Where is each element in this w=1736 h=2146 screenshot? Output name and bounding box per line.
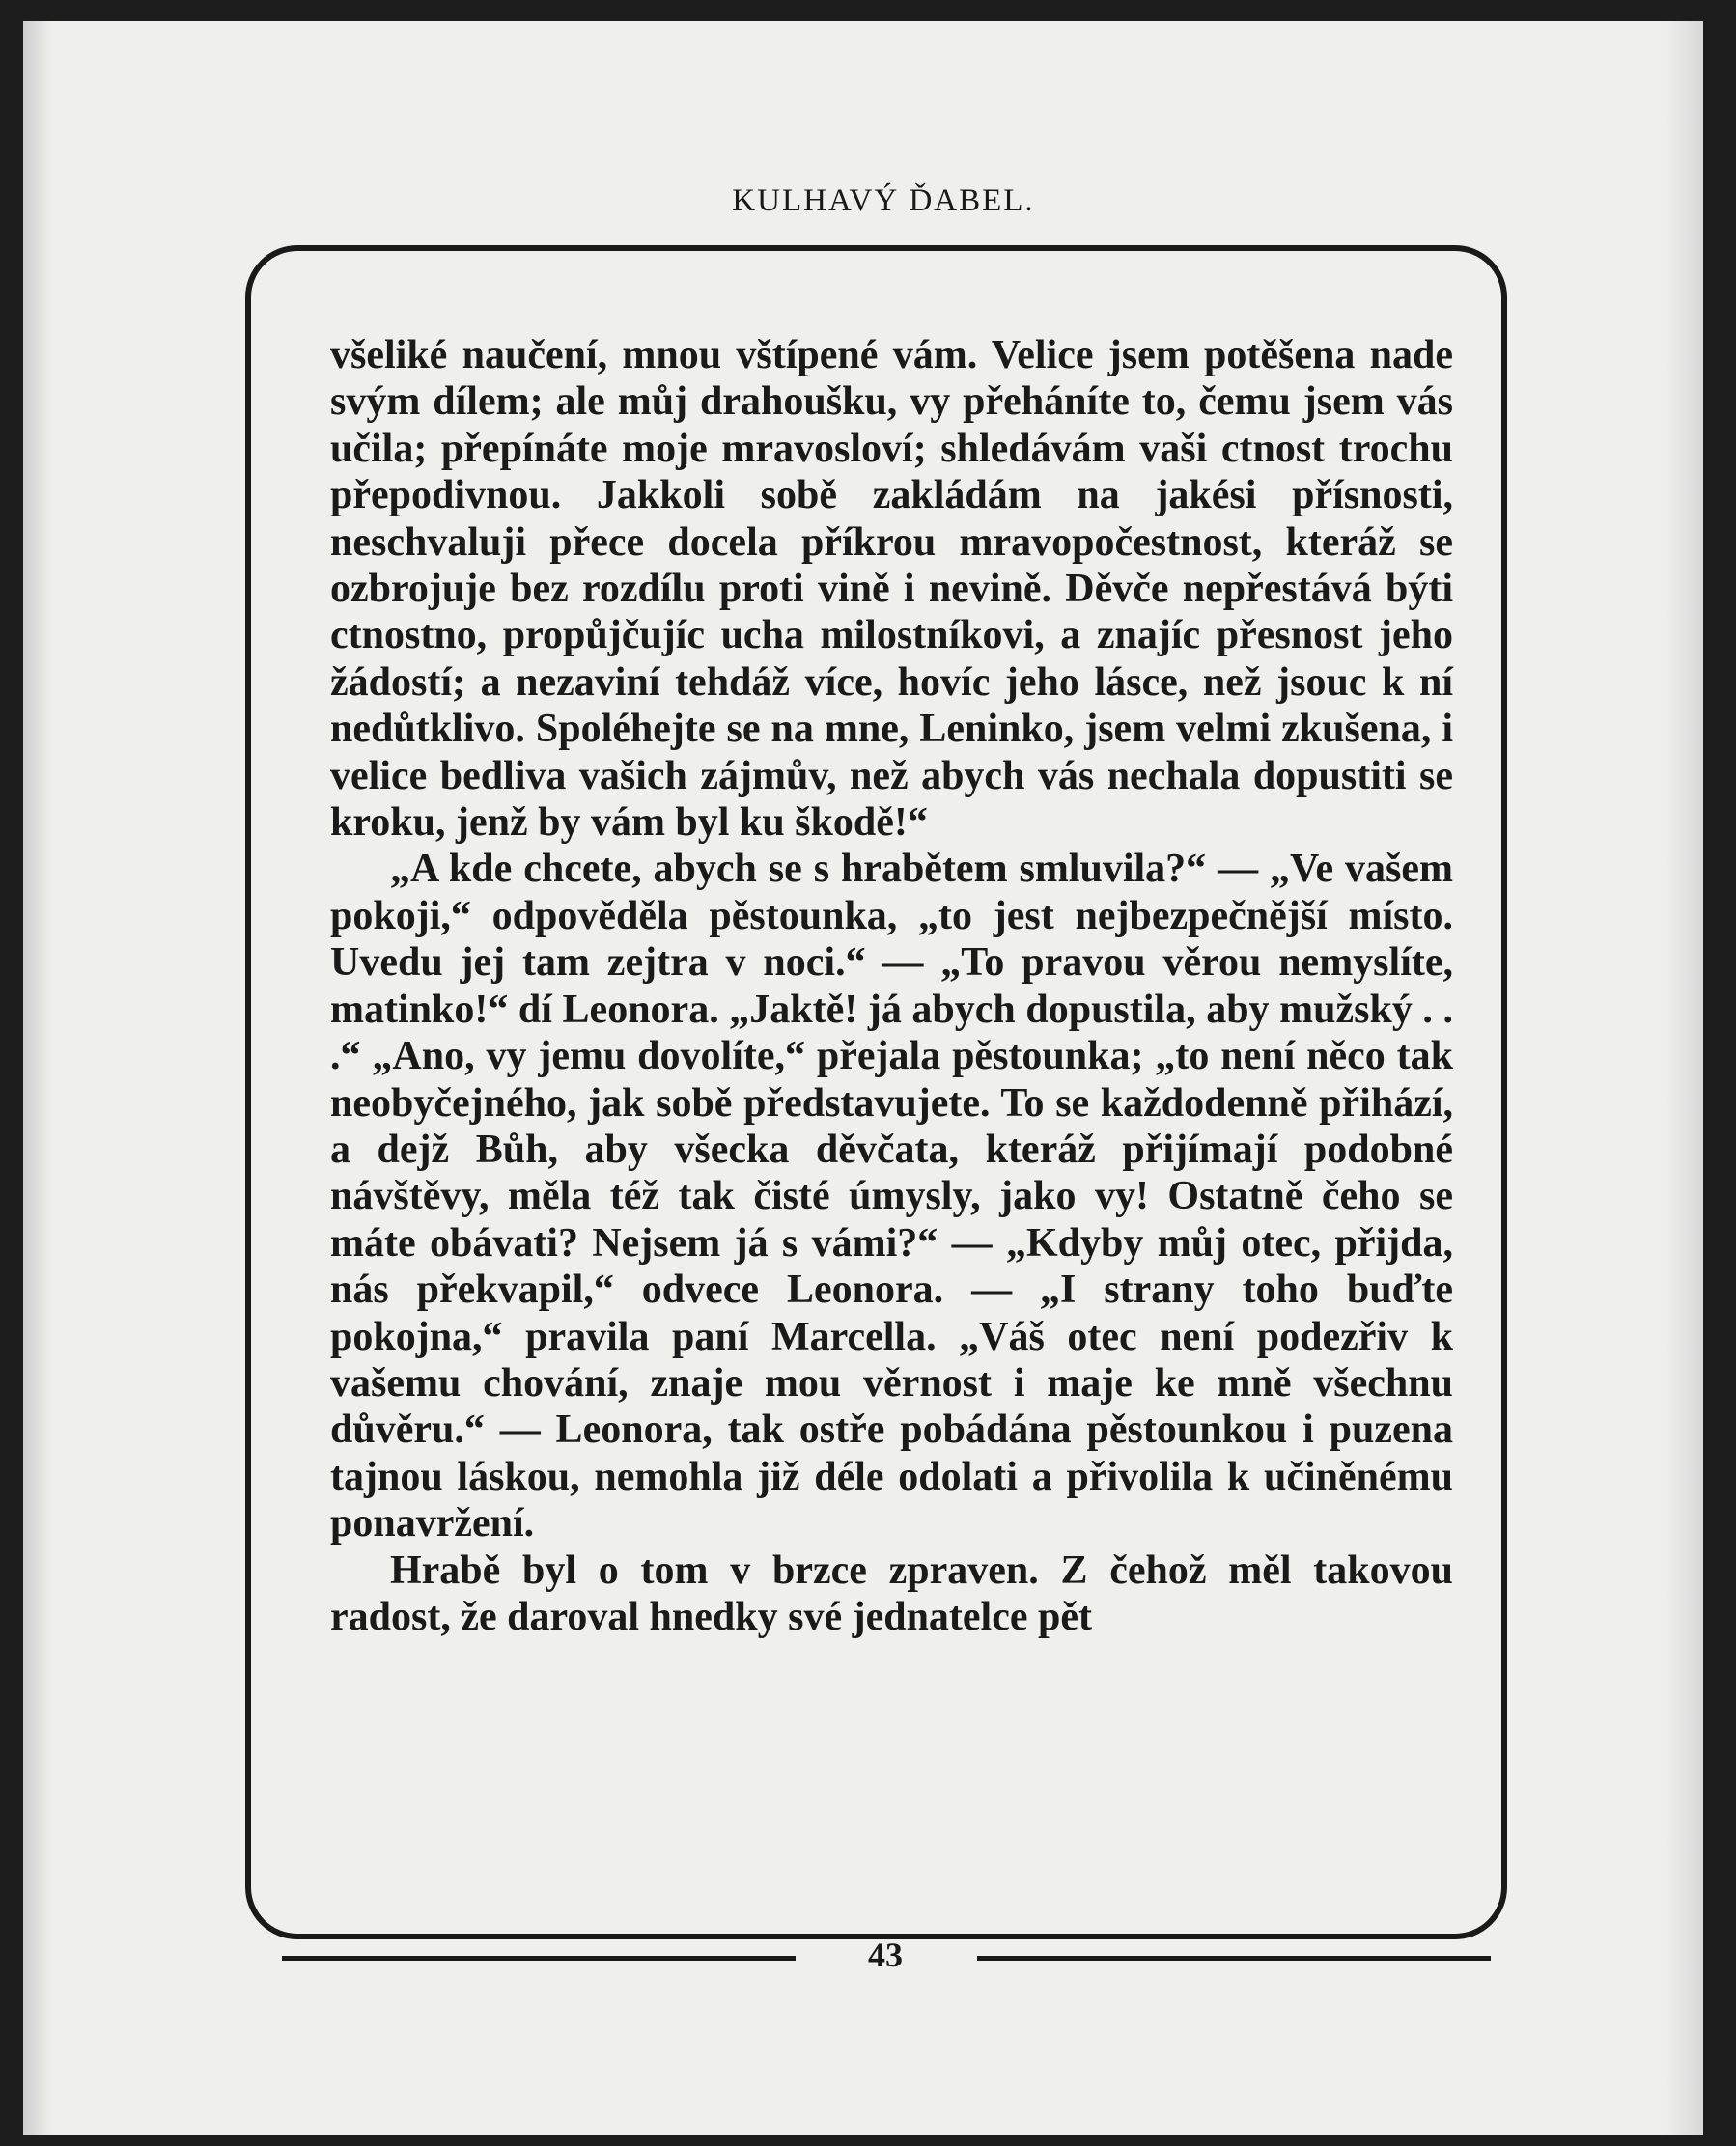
paragraph-1: všeliké naučení, mnou vštípené vám. Velice jsem potěšena nade svým dílem; ale můj drahoušku, vy přeháníte to, čemu jsem vás učila; přepínáte moje mravosloví; shledávám vaši ctnost trochu přepodivnou. Jakkoli sobě zakládám na jakési přísnosti, neschvaluji přece docela příkrou mravopočestnost, kteráž se ozbrojuje bez rozdílu proti vině i nevině. Děvče nepřestává býti ctnostno, propůjčujíc ucha milostníkovi, a znajíc přesnost jeho žádostí; a nezaviní tehdáž více, hovíc jeho lásce, než jsouc k ní nedůtklivo. Spoléhejte se na mne, Leninko, jsem velmi zkušena, i velice bedliva vašich zájmův, než abych vás nechala dopustiti se kroku, jenž by vám byl ku škodě!“ xyxy=(330,333,1453,846)
paragraph-3: Hrabě byl o tom v brzce zpraven. Z čehož měl takovou radost, že daroval hnedky své jednatelce pět xyxy=(330,1547,1453,1639)
footer-bar xyxy=(282,1935,1491,1983)
page-gutter-shadow xyxy=(23,21,52,2135)
page-number: 43 xyxy=(868,1936,903,1974)
paragraph-2: „A kde chcete, abych se s hrabětem smluvila?“ — „Ve vašem pokoji,“ odpověděla pěstounka, „to jest nejbezpečnější místo. Uvedu jej tam zejtra v noci.“ — „To pravou věrou nemyslíte, matinko!“ dí Leonora. „Jaktě! já abych dopustila, aby mužský . . .“ „Ano, vy jemu dovolíte,“ přejala pěstounka; „to není něco tak neobyčejného, jak sobě představujete. To se každodenně přihází, a dejž Bůh, aby všecka děvčata, kteráž přijímají podobné návštěvy, měla též tak čisté úmysly, jako vy! Ostatně čeho se máte obávati? Nejsem já s vámi?“ — „Kdyby můj otec, přijda, nás překvapil,“ odvece Leonora. — „I strany toho buďte pokojna,“ pravila paní Marcella. „Váš otec není podezřiv k vašemu chování, znaje mou věrnost i maje ke mně všechnu důvěru.“ — Leonora, tak ostře pobádána pěstounkou i puzena tajnou láskou, nemohla již déle odolati a přivolila k učiněnému ponavržení. xyxy=(330,847,1453,1547)
footer-rule-right xyxy=(977,1956,1491,1961)
running-title: KULHAVÝ ĎABEL. xyxy=(732,183,1035,218)
footer-rule-left xyxy=(282,1956,796,1961)
body-text xyxy=(330,332,1453,1640)
book-page xyxy=(23,21,1703,2135)
page-edge-shadow xyxy=(1665,21,1703,2135)
